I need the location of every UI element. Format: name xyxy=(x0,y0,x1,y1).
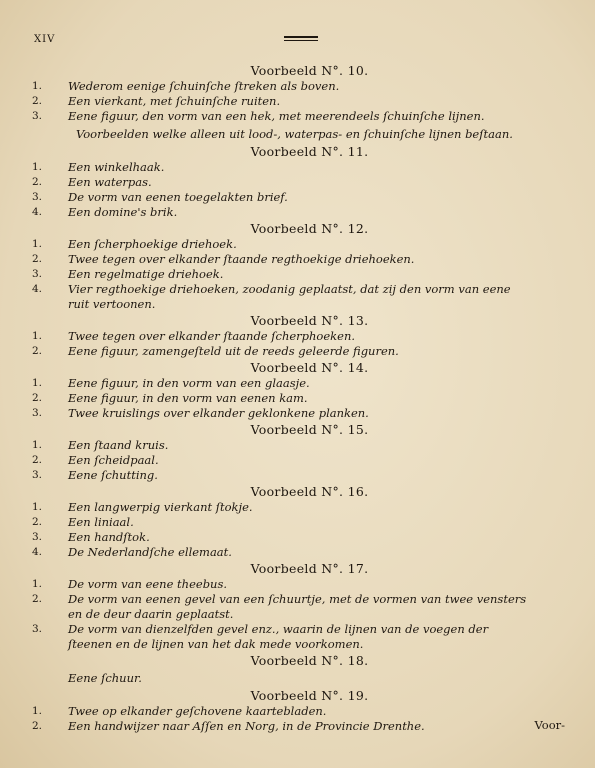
item-text: Een vierkant, met ſchuinſche ruiten. xyxy=(68,94,281,108)
item-number: 1. xyxy=(32,80,43,92)
item-text: Een ſcheidpaal. xyxy=(68,453,159,467)
item-number: 1. xyxy=(32,578,43,590)
list-item xyxy=(30,160,569,175)
item-number: 1. xyxy=(32,705,43,717)
item-text: Eene figuur, den vorm van een hek, met meerendeels ſchuinſche lijnen. xyxy=(68,109,485,123)
section-heading: Voorbeeld N°. 11. xyxy=(250,144,369,159)
item-text: Eene figuur, in den vorm van een glaasje. xyxy=(68,376,310,390)
list-item xyxy=(30,515,569,530)
item-number: 2. xyxy=(32,454,43,466)
item-text: Een domine's brik. xyxy=(68,205,178,219)
list-item xyxy=(30,406,569,421)
item-number: 1. xyxy=(32,439,43,451)
list-item xyxy=(30,329,569,344)
list-item xyxy=(30,637,569,652)
item-text: De vorm van eenen gevel van een ſchuurtje, met de vormen van twee vensters xyxy=(68,592,527,606)
list-item xyxy=(30,468,569,483)
item-text: en de deur daarin geplaatst. xyxy=(68,607,234,621)
item-text: Een ſcherphoekige driehoek. xyxy=(68,237,237,251)
section-heading: Voorbeeld N°. 13. xyxy=(250,313,369,328)
list-item xyxy=(30,376,569,391)
item-text: ſteenen en de lijnen van het dak mede voorkomen. xyxy=(68,637,364,651)
item-number: 3. xyxy=(32,407,43,419)
list-item xyxy=(30,438,569,453)
list-item xyxy=(30,592,569,607)
item-number: 4. xyxy=(32,546,43,558)
list-item xyxy=(30,719,569,734)
section-note: Voorbeelden welke alleen uit lood-, waterpas- en ſchuinſche lijnen beſtaan. xyxy=(76,127,513,141)
item-text: Een regelmatige driehoek. xyxy=(68,267,224,281)
item-text: Een waterpas. xyxy=(68,175,152,189)
item-number: 3. xyxy=(32,623,43,635)
item-number: 2. xyxy=(32,392,43,404)
item-number: 2. xyxy=(32,516,43,528)
list-item xyxy=(30,622,569,637)
item-text: Een handwijzer naar Aſſen en Norg, in de Provincie Drenthe. xyxy=(68,719,425,733)
list-item xyxy=(30,205,569,220)
item-number: 1. xyxy=(32,330,43,342)
section-text: Eene ſchuur. xyxy=(68,671,142,685)
page-number: XIV xyxy=(34,34,56,45)
list-item xyxy=(30,79,569,94)
item-text: Een ſtaand kruis. xyxy=(68,438,169,452)
item-number: 2. xyxy=(32,176,43,188)
item-text: Twee op elkander geſchovene kaartebladen. xyxy=(68,704,327,718)
list-item xyxy=(30,109,569,124)
item-number: 1. xyxy=(32,501,43,513)
section-heading: Voorbeeld N°. 18. xyxy=(250,653,369,668)
list-item xyxy=(30,175,569,190)
list-item xyxy=(30,282,569,297)
item-number xyxy=(30,607,68,622)
item-text: De vorm van eenen toegelakten brief. xyxy=(68,190,288,204)
item-text: ruit vertoonen. xyxy=(68,297,156,311)
item-number-spacer xyxy=(30,297,68,312)
list-item xyxy=(30,704,569,719)
item-text: Vier regthoekige driehoeken, zoodanig geplaatst, dat zij den vorm van eene xyxy=(68,282,511,296)
list-item xyxy=(30,545,569,560)
header-rule xyxy=(284,36,318,41)
item-number: 3. xyxy=(32,191,43,203)
list-item xyxy=(30,607,569,622)
list-item xyxy=(30,453,569,468)
list-item xyxy=(30,252,569,267)
list-item xyxy=(30,267,569,282)
item-text: Twee tegen over elkander ſtaande regthoekige driehoeken. xyxy=(68,252,415,266)
item-text: De vorm van eene theebus. xyxy=(68,577,228,591)
section-heading: Voorbeeld N°. 10. xyxy=(250,63,369,78)
list-item-continuation xyxy=(30,297,569,312)
item-text: Een liniaal. xyxy=(68,515,134,529)
section-heading: Voorbeeld N°. 14. xyxy=(250,360,369,375)
section-heading: Voorbeeld N°. 17. xyxy=(250,561,369,576)
section-heading: Voorbeeld N°. 16. xyxy=(250,484,369,499)
item-number: 3. xyxy=(32,110,43,122)
item-number: 1. xyxy=(32,161,43,173)
item-number: 4. xyxy=(32,283,43,295)
item-number: 3. xyxy=(32,469,43,481)
item-text: Twee kruislings over elkander geklonkene planken. xyxy=(68,406,369,420)
item-text: Eene ſchutting. xyxy=(68,468,158,482)
item-number: 2. xyxy=(32,95,43,107)
list-item xyxy=(30,530,569,545)
section-heading: Voorbeeld N°. 19. xyxy=(250,688,369,703)
running-head xyxy=(30,30,569,62)
section-heading: Voorbeeld N°. 15. xyxy=(250,422,369,437)
catchword: Voor- xyxy=(534,718,565,732)
item-text: De vorm van dienzelfden gevel enz., waarin de lijnen van de voegen der xyxy=(68,622,489,636)
list-item xyxy=(30,190,569,205)
list-item xyxy=(30,344,569,359)
list-item xyxy=(30,391,569,406)
item-number: 2. xyxy=(32,720,43,732)
item-number: 4. xyxy=(32,206,43,218)
item-number xyxy=(30,637,68,652)
list-item xyxy=(30,500,569,515)
item-number: 2. xyxy=(32,253,43,265)
section-heading: Voorbeeld N°. 12. xyxy=(250,221,369,236)
item-number: 3. xyxy=(32,531,43,543)
item-text: Wederom eenige ſchuinſche ſtreken als boven. xyxy=(68,79,340,93)
list-item xyxy=(30,94,569,109)
item-number: 1. xyxy=(32,238,43,250)
item-number: 2. xyxy=(32,593,43,605)
list-item xyxy=(30,577,569,592)
page-content xyxy=(30,63,569,734)
item-text: Een winkelhaak. xyxy=(68,160,165,174)
item-text: De Nederlandſche ellemaat. xyxy=(68,545,232,559)
item-text: Eene figuur, in den vorm van eenen kam. xyxy=(68,391,308,405)
list-item xyxy=(30,237,569,252)
item-text: Een langwerpig vierkant ſtokje. xyxy=(68,500,253,514)
item-number: 2. xyxy=(32,345,43,357)
item-number: 1. xyxy=(32,377,43,389)
item-number: 3. xyxy=(32,268,43,280)
item-text: Twee tegen over elkander ſtaande ſcherphoeken. xyxy=(68,329,356,343)
item-text: Een handſtok. xyxy=(68,530,150,544)
item-text: Eene figuur, zamengeſteld uit de reeds geleerde figuren. xyxy=(68,344,399,358)
